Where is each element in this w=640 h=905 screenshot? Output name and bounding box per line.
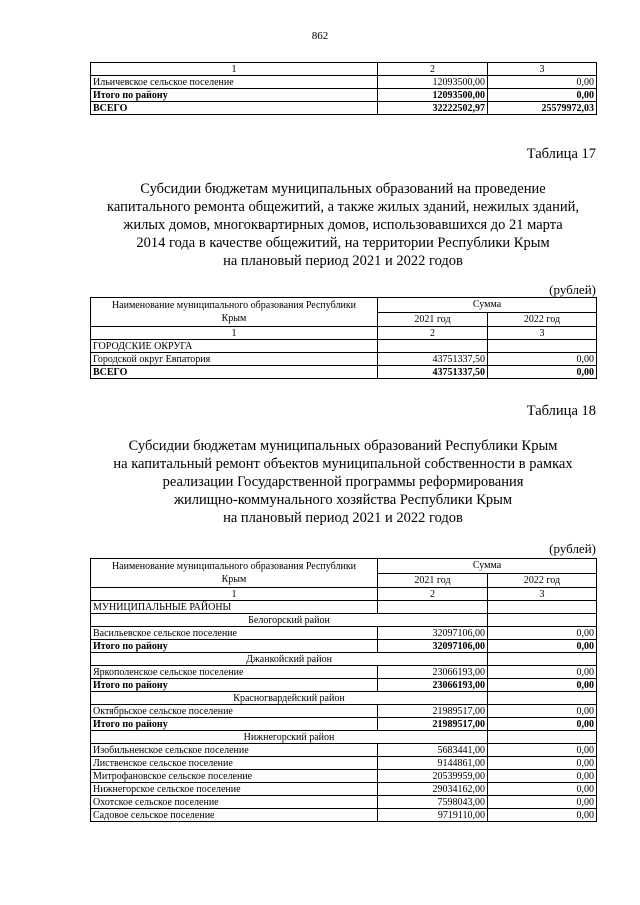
row-name: Изобильненское сельское поселение — [91, 744, 378, 757]
district-total-row — [91, 718, 597, 731]
district-header-row — [91, 692, 597, 705]
row-value-2022: 0,00 — [488, 783, 597, 796]
row-name: Итого по району — [91, 640, 378, 653]
row-value-2021: 21989517,00 — [378, 718, 488, 731]
header-year-2021: 2021 год — [378, 573, 488, 588]
row-value-2021: 9719110,00 — [378, 809, 488, 822]
row-value-2022: 0,00 — [488, 744, 597, 757]
column-number-row — [91, 327, 597, 340]
district-header-row — [91, 614, 597, 627]
row-name: Лиственское сельское поселение — [91, 757, 378, 770]
row-name: Октябрьское сельское поселение — [91, 705, 378, 718]
row-value-2021: 43751337,50 — [378, 353, 488, 366]
row-name: Охотское сельское поселение — [91, 796, 378, 809]
col-number-2: 2 — [378, 588, 488, 601]
col-number-3: 3 — [488, 588, 597, 601]
table-18-caption: Таблица 18 — [526, 403, 596, 419]
col-number-2: 2 — [378, 327, 488, 340]
district-header-row — [91, 653, 597, 666]
row-value-2021: 5683441,00 — [378, 744, 488, 757]
district-total-row — [91, 89, 597, 102]
row-value-2022: 0,00 — [488, 666, 597, 679]
row-value-2022: 0,00 — [488, 770, 597, 783]
title-line: на плановый период 2021 и 2022 годов — [223, 253, 463, 269]
header-sum: Сумма — [378, 298, 597, 313]
section-row — [91, 601, 597, 614]
col-number-3: 3 — [488, 63, 597, 76]
row-value-2022: 0,00 — [488, 757, 597, 770]
district-total-row — [91, 640, 597, 653]
title-line: Субсидии бюджетам муниципальных образований на проведение — [140, 181, 546, 197]
row-value-2022: 0,00 — [488, 640, 597, 653]
table-row — [91, 783, 597, 796]
row-name: Садовое сельское поселение — [91, 809, 378, 822]
column-number-row — [91, 63, 597, 76]
grand-total-row — [91, 366, 597, 379]
grand-total-row — [91, 102, 597, 115]
row-value-2022: 0,00 — [488, 796, 597, 809]
row-value-2021: 12093500,00 — [378, 89, 488, 102]
table-row — [91, 666, 597, 679]
table-row — [91, 627, 597, 640]
units-label: (рублей) — [549, 282, 596, 297]
title-line: Субсидии бюджетам муниципальных образований Республики Крым — [128, 438, 558, 454]
table-row — [91, 353, 597, 366]
row-value-2021: 7598043,00 — [378, 796, 488, 809]
page-number: 862 — [311, 30, 329, 42]
row-value-2022: 0,00 — [488, 809, 597, 822]
row-name: Городской округ Евпатория — [91, 353, 378, 366]
row-value-2021: 21989517,00 — [378, 705, 488, 718]
header-name-column: Наименование муниципального образования Республики Крым — [91, 298, 378, 327]
row-name: Нижнегорское сельское поселение — [91, 783, 378, 796]
section-title: МУНИЦИПАЛЬНЫЕ РАЙОНЫ — [91, 601, 378, 614]
title-line: жилищно-коммунального хозяйства Республики Крым — [173, 492, 513, 508]
row-value-2021: 20539959,00 — [378, 770, 488, 783]
row-value-2021: 29034162,00 — [378, 783, 488, 796]
header-year-2021: 2021 год — [378, 312, 488, 327]
row-value-2022: 0,00 — [488, 76, 597, 89]
row-value-2021: 23066193,00 — [378, 679, 488, 692]
district-name: Джанкойский район — [91, 653, 488, 666]
header-year-2022: 2022 год — [488, 312, 597, 327]
row-value-2022: 0,00 — [488, 705, 597, 718]
row-value-2022: 0,00 — [488, 679, 597, 692]
header-sum: Сумма — [378, 559, 597, 574]
row-value-2021: 23066193,00 — [378, 666, 488, 679]
table-17-title — [70, 180, 616, 270]
column-number-row — [91, 588, 597, 601]
row-name: Итого по району — [91, 89, 378, 102]
col-number-2: 2 — [378, 63, 488, 76]
header-row — [91, 298, 597, 313]
section-row — [91, 340, 597, 353]
district-name: Нижнегорский район — [91, 731, 488, 744]
header-year-2022: 2022 год — [488, 573, 597, 588]
table-row — [91, 76, 597, 89]
row-name: Яркополенское сельское поселение — [91, 666, 378, 679]
row-value-2022: 0,00 — [488, 627, 597, 640]
row-name: ВСЕГО — [91, 102, 378, 115]
row-value-2022: 0,00 — [488, 366, 597, 379]
row-value-2021: 9144861,00 — [378, 757, 488, 770]
header-row — [91, 559, 597, 574]
district-name: Красногвардейский район — [91, 692, 488, 705]
row-name: Васильевское сельское поселение — [91, 627, 378, 640]
row-name: Итого по району — [91, 718, 378, 731]
col-number-1: 1 — [91, 63, 378, 76]
table-row — [91, 809, 597, 822]
row-value-2022: 0,00 — [488, 353, 597, 366]
row-value-2022: 0,00 — [488, 718, 597, 731]
units-label: (рублей) — [549, 541, 596, 556]
title-line: капитального ремонта общежитий, а также жилых зданий, нежилых зданий, — [107, 199, 579, 215]
row-value-2022: 0,00 — [488, 89, 597, 102]
table-18 — [90, 558, 597, 822]
row-name: Ильичевское сельское поселение — [91, 76, 378, 89]
table-18-title — [70, 437, 616, 527]
table-17 — [90, 297, 597, 379]
col-number-3: 3 — [488, 327, 597, 340]
section-title: ГОРОДСКИЕ ОКРУГА — [91, 340, 378, 353]
row-value-2022: 25579972,03 — [488, 102, 597, 115]
table-row — [91, 757, 597, 770]
title-line: на капитальный ремонт объектов муниципальной собственности в рамках — [113, 456, 573, 472]
row-value-2021: 43751337,50 — [378, 366, 488, 379]
district-header-row — [91, 731, 597, 744]
col-number-1: 1 — [91, 327, 378, 340]
header-name-column: Наименование муниципального образования Республики Крым — [91, 559, 378, 588]
row-name: Итого по району — [91, 679, 378, 692]
table-row — [91, 770, 597, 783]
row-name: ВСЕГО — [91, 366, 378, 379]
row-value-2021: 32097106,00 — [378, 627, 488, 640]
table-row — [91, 744, 597, 757]
district-total-row — [91, 679, 597, 692]
title-line: реализации Государственной программы реформирования — [162, 474, 524, 490]
table-17-caption: Таблица 17 — [526, 146, 596, 162]
row-name: Митрофановское сельское поселение — [91, 770, 378, 783]
district-name: Белогорский район — [91, 614, 488, 627]
title-line: на плановый период 2021 и 2022 годов — [223, 510, 463, 526]
row-value-2021: 12093500,00 — [378, 76, 488, 89]
row-value-2021: 32097106,00 — [378, 640, 488, 653]
table-row — [91, 796, 597, 809]
title-line: жилых домов, многоквартирных домов, использовавшихся до 21 марта — [123, 217, 563, 233]
table-row — [91, 705, 597, 718]
continuation-table — [90, 62, 597, 115]
col-number-1: 1 — [91, 588, 378, 601]
title-line: 2014 года в качестве общежитий, на территории Республики Крым — [136, 235, 550, 251]
row-value-2021: 32222502,97 — [378, 102, 488, 115]
